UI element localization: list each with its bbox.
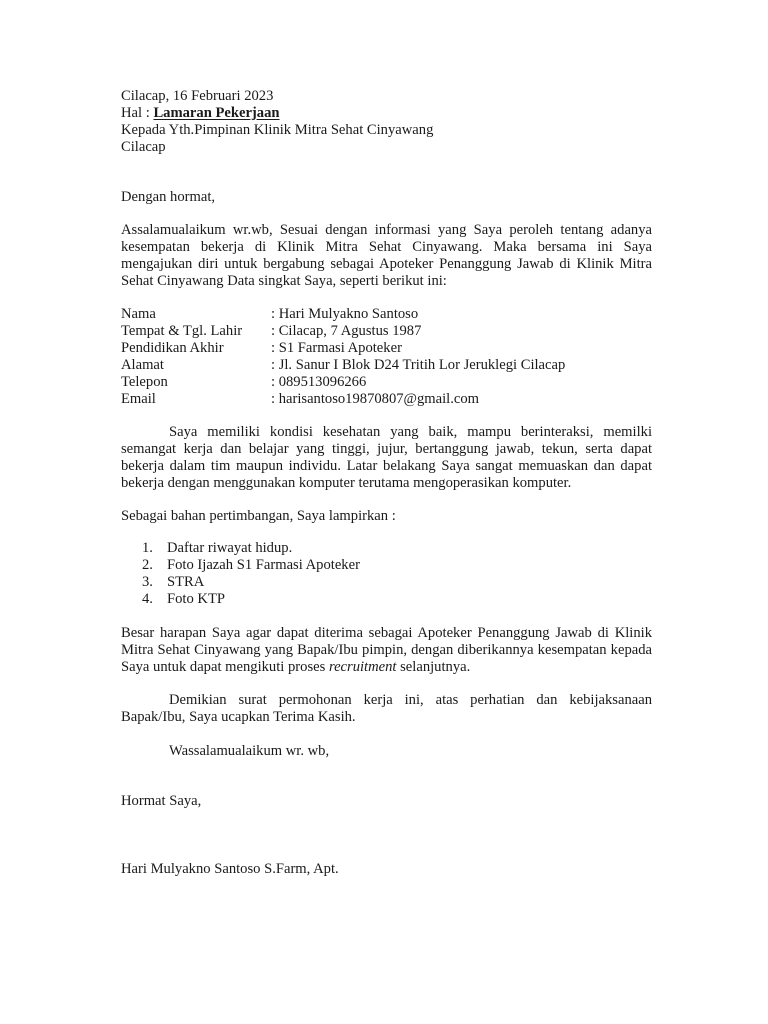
signature-name: Hari Mulyakno Santoso S.Farm, Apt.: [121, 861, 339, 877]
data-row-name: Nama : Hari Mulyakno Santoso: [121, 306, 419, 322]
recipient: Kepada Yth.Pimpinan Klinik Mitra Sehat Cinyawang: [121, 121, 434, 138]
wassalam-line: Wassalamualaikum wr. wb,: [169, 743, 330, 759]
intro-paragraph: Assalamualaikum wr.wb, Sesuai dengan informasi yang Saya peroleh tentang adanya kesempatan bekerja di Klinik Mitra Sehat Cinyawang. Maka bersama ini Saya mengajukan diri untuk bergabung sebagai Apoteker Penanggung Jawab di Klinik Mitra Sehat Cinyawang Data singkat Saya, seperti berikut ini:: [121, 222, 652, 289]
closing-paragraph: Demikian surat permohonan kerja ini, atas perhatian dan kebijaksanaan Bapak/Ibu, Saya ucapkan Terima Kasih.: [121, 692, 652, 725]
subject-label: Hal :: [121, 104, 154, 121]
recipient-city: Cilacap: [121, 138, 166, 155]
data-row-phone: Telepon : 089513096266: [121, 373, 367, 390]
qualifications-paragraph: Saya memiliki kondisi kesehatan yang baik, mampu berinteraksi, memilki semangat kerja dan belajar yang tinggi, jujur, bertanggung jawab, tekun, serta dapat bekerja dalam tim maupun individu. Latar belakang Saya sangat memuaskan dan dapat bekerja dengan menggunakan komputer terutama mengoperasikan komputer.: [121, 424, 652, 491]
data-row-education: Pendidikan Akhir : S1 Farmasi Apoteker: [121, 339, 402, 356]
data-row-address: Alamat : Jl. Sanur I Blok D24 Tritih Lor Jeruklegi Cilacap: [121, 356, 566, 373]
attachments-intro: Sebagai bahan pertimbangan, Saya lampirkan :: [121, 508, 396, 524]
attachments-list: [121, 540, 360, 608]
date-line: Cilacap, 16 Februari 2023: [121, 88, 274, 104]
subject: Lamaran Pekerjaan: [153, 104, 280, 121]
list-item: 4. Foto KTP: [142, 590, 225, 607]
salutation: Dengan hormat,: [121, 189, 216, 205]
list-item: 1. Daftar riwayat hidup.: [142, 540, 293, 556]
data-row-email: Email : harisantoso19870807@gmail.com: [121, 390, 479, 407]
regards-line: Hormat Saya,: [121, 793, 202, 809]
letter-header: [121, 88, 652, 156]
hope-paragraph: Besar harapan Saya agar dapat diterima sebagai Apoteker Penanggung Jawab di Klinik Mitra Sehat Cinyawang yang Bapak/Ibu pimpin, dengan diberikannya kesempatan kepada Saya untuk dapat mengikuti proses recruitment selanjutnya.: [121, 625, 652, 675]
recruitment-term: recruitment: [328, 658, 397, 675]
list-item: 3. STRA: [142, 573, 205, 590]
data-row-birth: Tempat & Tgl. Lahir : Cilacap, 7 Agustus 1987: [121, 322, 422, 339]
list-item: 2. Foto Ijazah S1 Farmasi Apoteker: [142, 556, 360, 573]
personal-data-table: [121, 306, 652, 407]
